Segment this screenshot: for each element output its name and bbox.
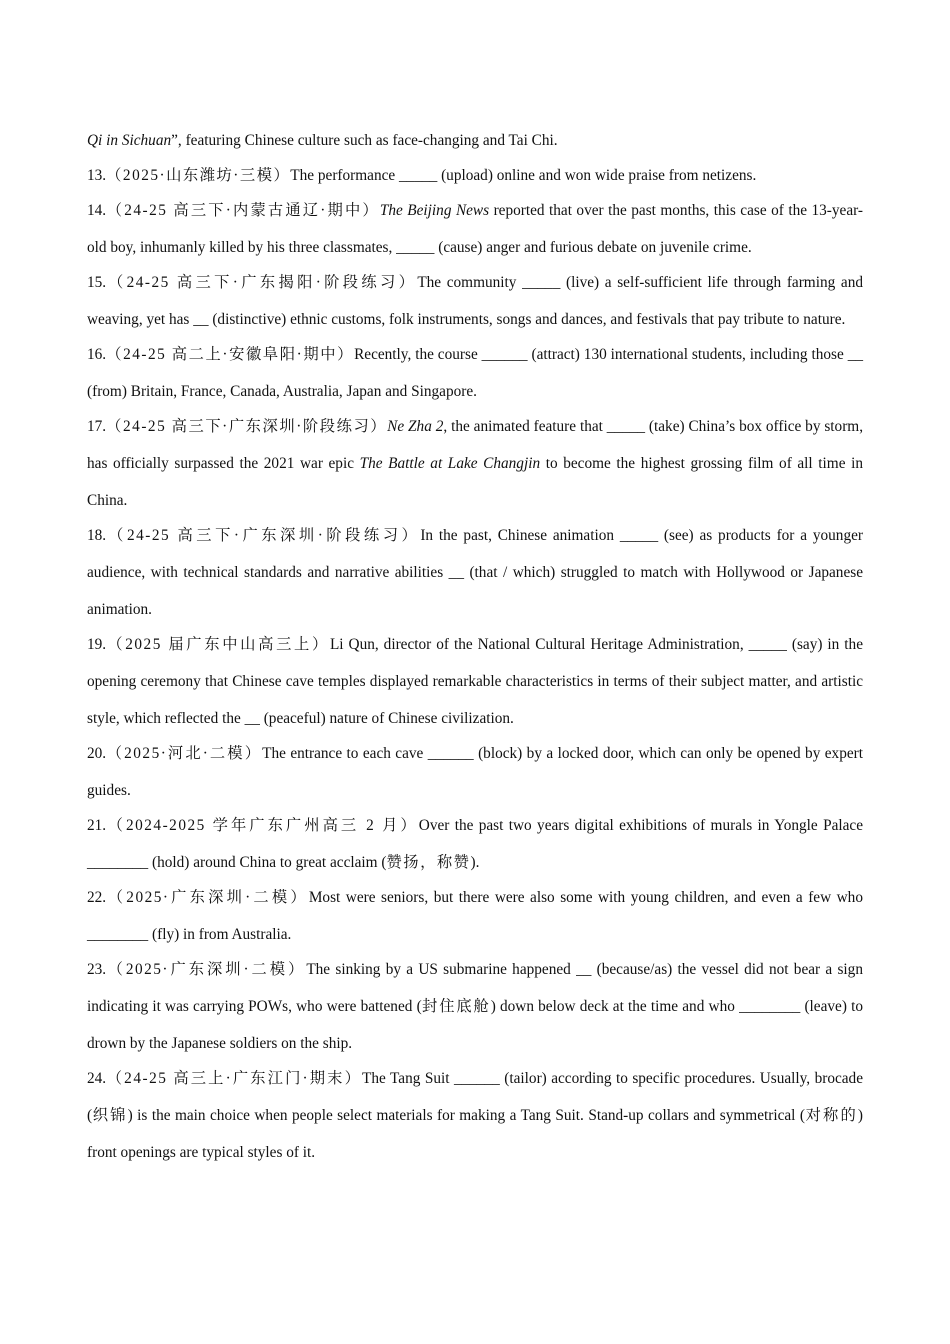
answer-blank: _____ xyxy=(748,636,787,653)
item-source: （24-25 高二上·安徽阜阳·期中） xyxy=(106,346,355,363)
item-text: (peaceful) nature of Chinese civilization. xyxy=(259,710,514,727)
answer-blank: _____ xyxy=(606,418,646,435)
exercise-item xyxy=(87,626,863,737)
item-text: (from) Britain, France, Canada, Australia, Japan and Singapore. xyxy=(87,383,477,400)
item-text: (that / which) struggled to match with Hollywood or Japanese animation. xyxy=(87,564,863,618)
item-text: reported that over the past months, this case of the 13-year-old boy, inhumanly killed by his three classmates, xyxy=(87,202,863,256)
exercise-item xyxy=(87,157,863,194)
item-text: to become the highest grossing film of all time in China. xyxy=(87,455,863,509)
item-number: 18. xyxy=(87,527,107,544)
exercise-item xyxy=(87,807,863,881)
answer-blank: ________ xyxy=(739,998,801,1015)
chinese-gloss: 赞扬，称赞 xyxy=(386,854,471,871)
exercise-item xyxy=(87,1060,863,1171)
item-text: Over the past two years digital exhibitions of murals in Yongle Palace xyxy=(418,817,863,834)
item-number: 13. xyxy=(87,167,107,184)
item-text: (cause) anger and furious debate on juvenile crime. xyxy=(434,239,752,256)
item-text: , the animated feature that xyxy=(443,418,607,435)
item-text: (distinctive) ethnic customs, folk instruments, songs and dances, and festivals that pay tribute to nature. xyxy=(208,311,846,328)
item-text: Li Qun, director of the National Cultural Heritage Administration, xyxy=(329,636,749,653)
answer-blank: ______ xyxy=(481,346,528,363)
item-text: (see) as products for a younger audience, with technical standards and narrative abilities xyxy=(87,527,863,581)
item-source: （24-25 高三下·广东深圳·阶段练习） xyxy=(106,418,388,435)
answer-blank: _____ xyxy=(522,274,561,291)
answer-blank: _____ xyxy=(396,239,435,256)
item-source: （24-25 高三下·内蒙古通辽·期中） xyxy=(106,202,380,219)
answer-blank: __ xyxy=(193,311,209,328)
italic-title: The Battle at Lake Changjin xyxy=(359,455,541,472)
item-number: 16. xyxy=(87,346,107,363)
item-number: 14. xyxy=(87,202,107,219)
continued-paragraph xyxy=(87,122,863,159)
item-source: （2025·河北·二模） xyxy=(106,745,263,762)
item-text: (live) a self-sufficient life through farming and weaving, yet has xyxy=(87,274,863,328)
item-number: 20. xyxy=(87,745,107,762)
item-text: (take) China’s box office by storm, has officially surpassed the 2021 war epic xyxy=(87,418,864,472)
chinese-gloss: 对称的 xyxy=(804,1107,858,1124)
item-text: (hold) around China to great acclaim ( xyxy=(148,854,387,871)
item-source: （24-25 高三下·广东深圳·阶段练习） xyxy=(106,527,421,544)
chinese-gloss: 封住底舱 xyxy=(421,998,491,1015)
item-source: （2024-2025 学年广东广州高三 2 月） xyxy=(106,817,419,834)
item-number: 17. xyxy=(87,418,107,435)
exercise-item xyxy=(87,408,863,519)
chinese-gloss: 织锦 xyxy=(92,1107,128,1124)
answer-blank: ________ xyxy=(87,926,149,943)
answer-blank: ______ xyxy=(427,745,474,762)
exercise-list xyxy=(87,157,863,1171)
exercise-item xyxy=(87,336,863,410)
item-source: （24-25 高三上·广东江门·期末） xyxy=(106,1070,363,1087)
item-text: (tailor) according to specific procedures. Usually, brocade ( xyxy=(87,1070,863,1124)
item-number: 21. xyxy=(87,817,107,834)
item-number: 24. xyxy=(87,1070,107,1087)
item-text: Most were seniors, but there were also some with young children, and even a few who xyxy=(308,889,863,906)
item-number: 19. xyxy=(87,636,107,653)
answer-blank: _____ xyxy=(619,527,659,544)
exercise-item xyxy=(87,517,863,628)
answer-blank: __ xyxy=(448,564,464,581)
answer-blank: ______ xyxy=(453,1070,500,1087)
answer-blank: __ xyxy=(244,710,260,727)
exercise-item xyxy=(87,951,863,1062)
item-number: 22. xyxy=(87,889,107,906)
item-source: （2025·山东潍坊·三模） xyxy=(106,167,291,184)
item-number: 15. xyxy=(87,274,107,291)
item-number: 23. xyxy=(87,961,107,978)
italic-title: Qi in Sichuan xyxy=(87,132,172,149)
item-text: Recently, the course xyxy=(354,346,482,363)
item-text: (attract) 130 international students, including those xyxy=(527,346,848,363)
exercise-item xyxy=(87,264,863,338)
item-text: (fly) in from Australia. xyxy=(148,926,292,943)
exercise-item xyxy=(87,735,863,809)
item-text: ) is the main choice when people select materials for making a Tang Suit. Stand-up collars and symmetrical ( xyxy=(127,1107,805,1124)
item-source: （24-25 高三下·广东揭阳·阶段练习） xyxy=(106,274,418,291)
paragraph-text: ”, featuring Chinese culture such as face-changing and Tai Chi. xyxy=(171,132,558,149)
exercise-item xyxy=(87,879,863,953)
document-page xyxy=(87,122,863,1171)
answer-blank: _____ xyxy=(399,167,438,184)
item-text: The Tang Suit xyxy=(362,1070,454,1087)
answer-blank: __ xyxy=(576,961,592,978)
item-text: The community xyxy=(417,274,523,291)
italic-title: Ne Zha 2 xyxy=(387,418,444,435)
item-text: (block) by a locked door, which can only be opened by expert guides. xyxy=(87,745,863,799)
item-text: The entrance to each cave xyxy=(262,745,428,762)
item-text: ) front openings are typical styles of it. xyxy=(87,1107,863,1161)
answer-blank: ________ xyxy=(87,854,149,871)
item-text: (upload) online and won wide praise from netizens. xyxy=(437,167,757,184)
item-text: (say) in the opening ceremony that Chinese cave temples displayed remarkable characteristics in terms of their subject matter, and artistic style, which reflected the xyxy=(87,636,863,727)
exercise-item xyxy=(87,192,863,266)
item-text: The sinking by a US submarine happened xyxy=(306,961,577,978)
item-text: In the past, Chinese animation xyxy=(420,527,620,544)
item-source: （2025·广东深圳·二模） xyxy=(106,889,309,906)
item-source: （2025 届广东中山高三上） xyxy=(106,636,330,653)
italic-title: The Beijing News xyxy=(379,202,490,219)
item-text: (leave) to drown by the Japanese soldiers on the ship. xyxy=(87,998,863,1052)
item-text: ). xyxy=(470,854,480,871)
item-text: ) down below deck at the time and who xyxy=(490,998,740,1015)
item-source: （2025·广东深圳·二模） xyxy=(106,961,307,978)
item-text: The performance xyxy=(290,167,400,184)
answer-blank: __ xyxy=(847,346,863,363)
item-text: (because/as) the vessel did not bear a sign indicating it was carrying POWs, who were battened ( xyxy=(87,961,863,1015)
